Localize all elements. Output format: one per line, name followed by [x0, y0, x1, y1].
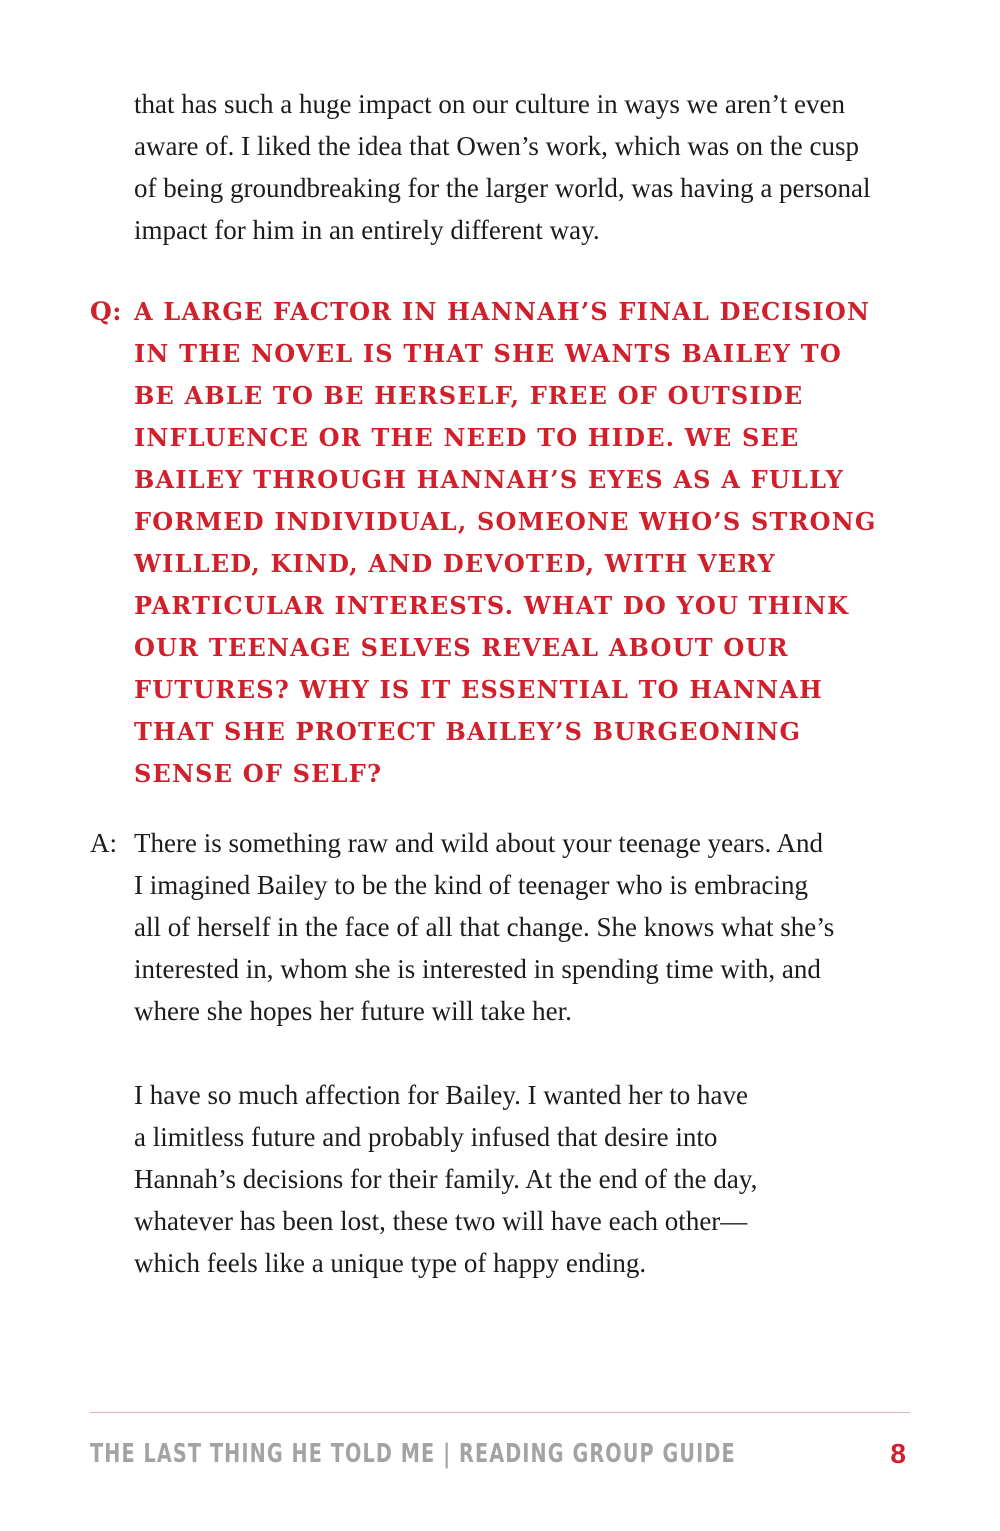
- answer-line: Hannah’s decisions for their family. At the end of the day,: [134, 1164, 758, 1194]
- question-line: FUTURES? WHY IS IT ESSENTIAL TO HANNAH: [134, 675, 824, 704]
- answer-line: whatever has been lost, these two will have each other—: [134, 1206, 748, 1236]
- answer-paragraph-1: [134, 822, 924, 1032]
- intro-line: aware of. I liked the idea that Owen’s work, which was on the cusp: [134, 131, 860, 161]
- question-line: WILLED, KIND, AND DEVOTED, WITH VERY: [134, 549, 776, 578]
- answer-line: where she hopes her future will take her.: [134, 996, 572, 1026]
- answer-line: interested in, whom she is interested in spending time with, and: [134, 954, 821, 984]
- question-line: INFLUENCE OR THE NEED TO HIDE. WE SEE: [134, 423, 800, 452]
- answer-line: which feels like a unique type of happy ending.: [134, 1248, 647, 1278]
- question-line: BAILEY THROUGH HANNAH’S EYES AS A FULLY: [134, 465, 844, 494]
- question-label: Q:: [90, 297, 123, 326]
- answer-line: a limitless future and probably infused that desire into: [134, 1122, 718, 1152]
- question-line: IN THE NOVEL IS THAT SHE WANTS BAILEY TO: [134, 339, 842, 368]
- question-line: PARTICULAR INTERESTS. WHAT DO YOU THINK: [134, 591, 850, 620]
- question-line: BE ABLE TO BE HERSELF, FREE OF OUTSIDE: [134, 381, 804, 410]
- page-number: 8: [890, 1438, 906, 1469]
- intro-paragraph: [134, 83, 924, 251]
- intro-line: of being groundbreaking for the larger world, was having a personal: [134, 173, 871, 203]
- question-line: THAT SHE PROTECT BAILEY’S BURGEONING: [134, 717, 802, 746]
- question-line: FORMED INDIVIDUAL, SOMEONE WHO’S STRONG: [134, 507, 877, 536]
- intro-line: that has such a huge impact on our culture in ways we aren’t even: [134, 89, 846, 119]
- question-line: SENSE OF SELF?: [134, 759, 383, 788]
- answer-label: A:: [90, 828, 117, 858]
- question-line: OUR TEENAGE SELVES REVEAL ABOUT OUR: [134, 633, 789, 662]
- answer-paragraph-2: [134, 1074, 924, 1284]
- footer-title: THE LAST THING HE TOLD ME | READING GROUP GUIDE: [90, 1439, 736, 1469]
- question-line: A LARGE FACTOR IN HANNAH’S FINAL DECISION: [134, 297, 871, 326]
- answer-line: I have so much affection for Bailey. I wanted her to have: [134, 1080, 749, 1110]
- intro-line: impact for him in an entirely different way.: [134, 215, 600, 245]
- question-text: [134, 291, 924, 795]
- answer-line: I imagined Bailey to be the kind of teenager who is embracing: [134, 870, 809, 900]
- answer-line: all of herself in the face of all that change. She knows what she’s: [134, 912, 835, 942]
- footer-divider: [90, 1412, 910, 1413]
- answer-line: There is something raw and wild about your teenage years. And: [134, 828, 824, 858]
